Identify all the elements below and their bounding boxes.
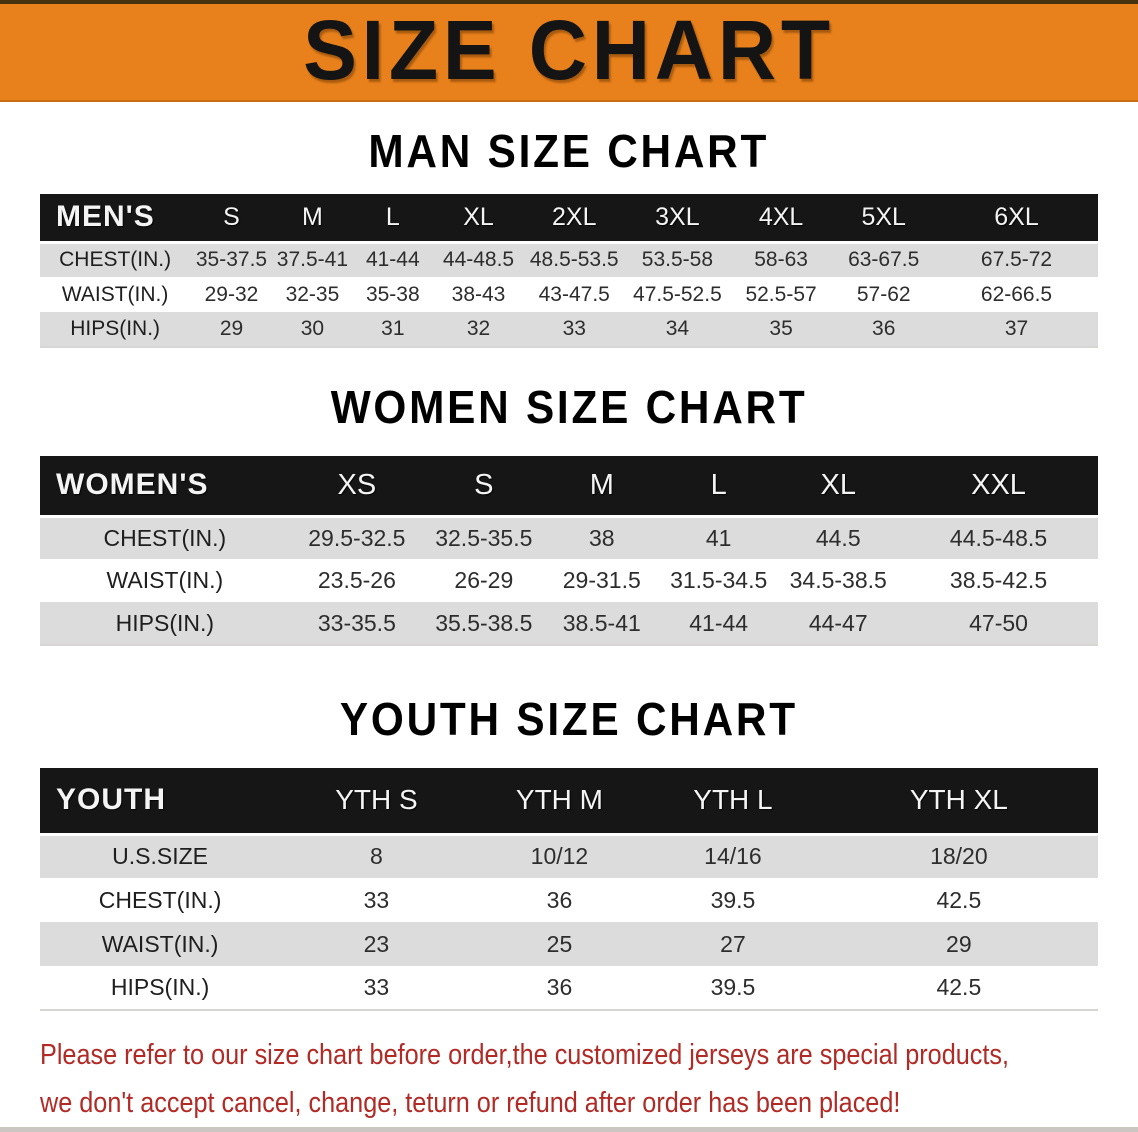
cell: 33: [363, 974, 390, 1000]
women-size-table: [40, 456, 1098, 646]
banner-title: SIZE CHART: [303, 3, 835, 97]
youth-size-col: YTH XL: [820, 768, 1098, 834]
cell: 63-67.5: [848, 248, 920, 272]
men-hips-row: [40, 312, 1098, 347]
bottom-edge-strip: [0, 1127, 1138, 1132]
cell: 34.5-38.5: [789, 567, 887, 593]
cell: 25: [546, 930, 573, 957]
cell: 33: [363, 886, 390, 913]
cell: 37: [1004, 317, 1029, 340]
men-section-heading: MAN SIZE CHART: [368, 125, 770, 177]
cell: 44-47: [808, 609, 868, 636]
men-size-col: 6XL: [935, 194, 1098, 242]
cell: 53.5-58: [641, 248, 714, 272]
cell: 33: [562, 317, 586, 340]
cell: 34: [665, 317, 690, 340]
row-label: CHEST(IN.): [59, 248, 172, 272]
men-table-label: MEN'S: [40, 194, 190, 242]
cell: 35-37.5: [195, 248, 268, 272]
cell: 44.5: [815, 524, 861, 551]
cell: 29-32: [204, 282, 259, 306]
men-size-col: 3XL: [625, 194, 730, 242]
cell: 36: [546, 886, 573, 913]
cell: 38.5-41: [562, 609, 641, 636]
women-section-heading: WOMEN SIZE CHART: [330, 381, 808, 433]
women-header-row: [40, 456, 1098, 516]
cell: 36: [872, 317, 896, 340]
cell: 38: [588, 524, 615, 551]
size-chart-banner: [0, 0, 1138, 102]
youth-table-label: YOUTH: [40, 768, 280, 834]
cell: 38-43: [451, 282, 506, 306]
youth-hips-row: [40, 966, 1098, 1010]
women-waist-row: [40, 559, 1098, 602]
men-size-col: 5XL: [832, 194, 935, 242]
cell: 57-62: [856, 282, 911, 306]
cell: 39.5: [710, 886, 756, 913]
men-waist-row: [40, 277, 1098, 312]
cell: 35-38: [365, 282, 420, 306]
women-size-col: XXL: [899, 456, 1098, 516]
youth-size-col: YTH L: [646, 768, 820, 834]
cell: 67.5-72: [980, 248, 1053, 272]
disclaimer-line-1: Please refer to our size chart before order,the customized jerseys are special products,: [40, 1039, 1010, 1071]
men-size-col: 2XL: [523, 194, 625, 242]
youth-size-col: YTH M: [473, 768, 647, 834]
cell: 47-50: [969, 609, 1028, 636]
cell: 35.5-38.5: [435, 609, 533, 636]
cell: 41-44: [365, 248, 420, 272]
cell: 29: [946, 930, 972, 957]
cell: 18/20: [930, 843, 988, 870]
cell: 44-48.5: [442, 248, 515, 272]
women-size-col: M: [544, 456, 660, 516]
cell: 41-44: [689, 609, 749, 636]
cell: 62-66.5: [980, 282, 1053, 306]
youth-waist-row: [40, 922, 1098, 966]
row-label: HIPS(IN.): [110, 974, 210, 1000]
cell: 32.5-35.5: [435, 524, 533, 551]
cell: 31: [381, 317, 405, 340]
disclaimer-line-2: we don't accept cancel, change, teturn or refund after order has been placed!: [40, 1087, 901, 1119]
cell: 37.5-41: [276, 248, 349, 272]
cell: 44.5-48.5: [949, 524, 1048, 551]
men-size-col: 4XL: [730, 194, 833, 242]
men-size-table: [40, 194, 1098, 348]
men-chest-row: [40, 242, 1098, 277]
cell: 58-63: [754, 248, 808, 272]
row-label: HIPS(IN.): [115, 609, 215, 636]
cell: 36: [546, 974, 573, 1000]
women-hips-row: [40, 602, 1098, 645]
men-header-row: [40, 194, 1098, 242]
men-size-col: S: [190, 194, 273, 242]
cell: 29-31.5: [562, 567, 641, 593]
cell: 31.5-34.5: [670, 567, 768, 593]
youth-header-row: [40, 768, 1098, 834]
cell: 33-35.5: [317, 609, 396, 636]
cell: 10/12: [530, 843, 589, 870]
cell: 27: [720, 930, 746, 957]
women-size-col: S: [424, 456, 544, 516]
cell: 23: [363, 930, 390, 957]
cell: 23.5-26: [317, 567, 396, 593]
women-chest-row: [40, 516, 1098, 559]
cell: 38.5-42.5: [949, 567, 1048, 593]
men-size-col: L: [352, 194, 433, 242]
youth-size-table: [40, 768, 1098, 1011]
cell: 41: [705, 524, 732, 551]
women-size-col: L: [660, 456, 777, 516]
youth-section-heading: YOUTH SIZE CHART: [340, 693, 798, 745]
youth-size-col: YTH S: [280, 768, 473, 834]
cell: 42.5: [936, 886, 982, 913]
men-size-col: XL: [434, 194, 524, 242]
row-label: CHEST(IN.): [98, 886, 222, 913]
women-size-col: XS: [290, 456, 424, 516]
cell: 30: [300, 317, 325, 340]
cell: 8: [370, 843, 383, 870]
row-label: WAIST(IN.): [101, 930, 219, 957]
cell: 14/16: [704, 843, 762, 870]
youth-ussize-row: [40, 834, 1098, 878]
youth-chest-row: [40, 878, 1098, 922]
cell: 39.5: [710, 974, 756, 1000]
cell: 26-29: [454, 567, 514, 593]
row-label: U.S.SIZE: [112, 843, 208, 870]
women-size-col: XL: [777, 456, 899, 516]
cell: 29.5-32.5: [308, 524, 406, 551]
cell: 32: [466, 317, 491, 340]
cell: 32-35: [285, 282, 340, 306]
row-label: HIPS(IN.): [70, 317, 161, 340]
cell: 48.5-53.5: [529, 248, 619, 272]
cell: 47.5-52.5: [633, 282, 722, 306]
cell: 43-47.5: [538, 282, 610, 306]
row-label: WAIST(IN.): [61, 282, 169, 306]
cell: 52.5-57: [745, 282, 817, 306]
cell: 35: [769, 317, 793, 340]
men-size-col: M: [273, 194, 352, 242]
women-table-label: WOMEN'S: [40, 456, 290, 516]
cell: 42.5: [936, 974, 982, 1000]
cell: 29: [219, 317, 244, 340]
row-label: CHEST(IN.): [103, 524, 227, 551]
row-label: WAIST(IN.): [106, 567, 224, 593]
order-disclaimer: [40, 1031, 1138, 1127]
